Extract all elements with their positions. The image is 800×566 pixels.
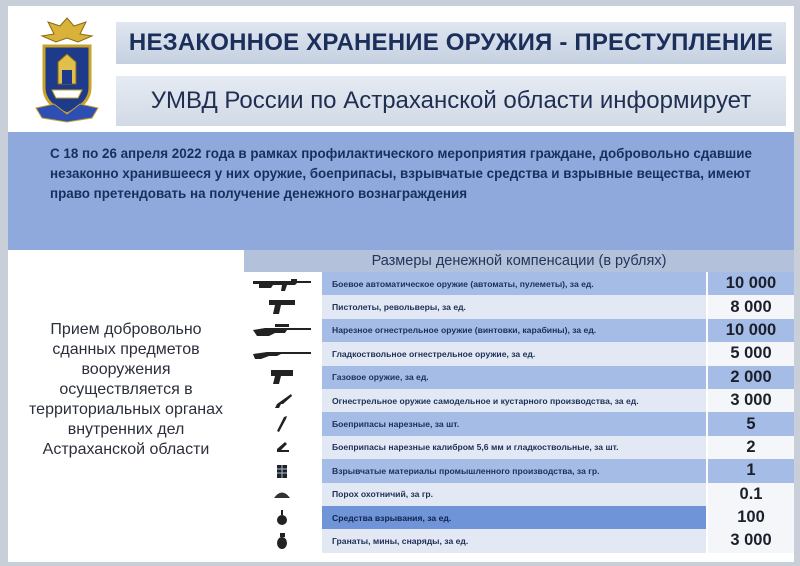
title-band (116, 22, 786, 64)
explosive-block-icon (244, 459, 320, 482)
row-value: 5 (708, 412, 794, 435)
table-row (244, 412, 794, 435)
row-value: 0.1 (708, 483, 794, 506)
poster (8, 6, 794, 562)
table-row (244, 342, 794, 365)
table-header: Размеры денежной компенсации (в рублях) (244, 250, 794, 272)
row-value: 2 (708, 436, 794, 459)
table-row (244, 529, 794, 552)
subtitle-band (116, 76, 786, 126)
row-label: Пистолеты, револьверы, за ед. (322, 295, 706, 318)
row-label: Боеприпасы нарезные калибром 5,6 мм и гладкоствольные, за шт. (322, 436, 706, 459)
row-label: Боевое автоматическое оружие (автоматы, пулеметы), за ед. (322, 272, 706, 295)
notice-text: С 18 по 26 апреля 2022 года в рамках профилактического мероприятия граждане, добровольно сдавшие незаконно хранившееся у них оружие, боеприпасы, взрывчатые средства и взрывные вещества, имеют право претендовать на получение денежного вознаграждения (50, 146, 752, 201)
row-value: 3 000 (708, 389, 794, 412)
table-row (244, 272, 794, 295)
table-row (244, 366, 794, 389)
compensation-table (244, 250, 794, 562)
table-row (244, 483, 794, 506)
police-emblem-icon (22, 14, 112, 126)
row-value: 100 (708, 506, 794, 529)
row-label: Гладкоствольное огнестрельное оружие, за ед. (322, 342, 706, 365)
row-label: Гранаты, мины, снаряды, за ед. (322, 529, 706, 552)
row-label: Порох охотничий, за гр. (322, 483, 706, 506)
row-label: Боеприпасы нарезные, за шт. (322, 412, 706, 435)
row-label: Средства взрывания, за ед. (322, 506, 706, 529)
row-label: Огнестрельное оружие самодельное и кустарного производства, за ед. (322, 389, 706, 412)
detonator-icon (244, 506, 320, 529)
sniper-rifle-icon (244, 319, 320, 342)
table-rows (244, 272, 794, 553)
row-value: 10 000 (708, 319, 794, 342)
shotgun-icon (244, 342, 320, 365)
row-value: 3 000 (708, 529, 794, 552)
table-row (244, 389, 794, 412)
notice-block (8, 132, 794, 250)
assault-rifle-icon (244, 272, 320, 295)
row-label: Газовое оружие, за ед. (322, 366, 706, 389)
row-value: 5 000 (708, 342, 794, 365)
poster-subtitle: УМВД России по Астраханской области информирует (150, 87, 752, 114)
table-row (244, 319, 794, 342)
cartridge-icon (244, 412, 320, 435)
poster-title: НЕЗАКОННОЕ ХРАНЕНИЕ ОРУЖИЯ - ПРЕСТУПЛЕНИЕ (128, 29, 774, 56)
row-value: 8 000 (708, 295, 794, 318)
table-row (244, 436, 794, 459)
row-label: Взрывчатые материалы промышленного производства, за гр. (322, 459, 706, 482)
table-row (244, 295, 794, 318)
grenade-icon (244, 529, 320, 552)
row-value: 2 000 (708, 366, 794, 389)
left-panel (8, 250, 244, 562)
row-value: 1 (708, 459, 794, 482)
gas-pistol-icon (244, 366, 320, 389)
row-value: 10 000 (708, 272, 794, 295)
pistol-icon (244, 295, 320, 318)
left-panel-text: Прием добровольно сданных предметов вооружения осуществляется в территориальных органах внутренних дел Астраханской области (29, 321, 223, 458)
small-cartridge-icon (244, 436, 320, 459)
homemade-gun-icon (244, 389, 320, 412)
gunpowder-pile-icon (244, 483, 320, 506)
row-label: Нарезное огнестрельное оружие (винтовки, карабины), за ед. (322, 319, 706, 342)
table-row (244, 459, 794, 482)
table-row (244, 506, 794, 529)
